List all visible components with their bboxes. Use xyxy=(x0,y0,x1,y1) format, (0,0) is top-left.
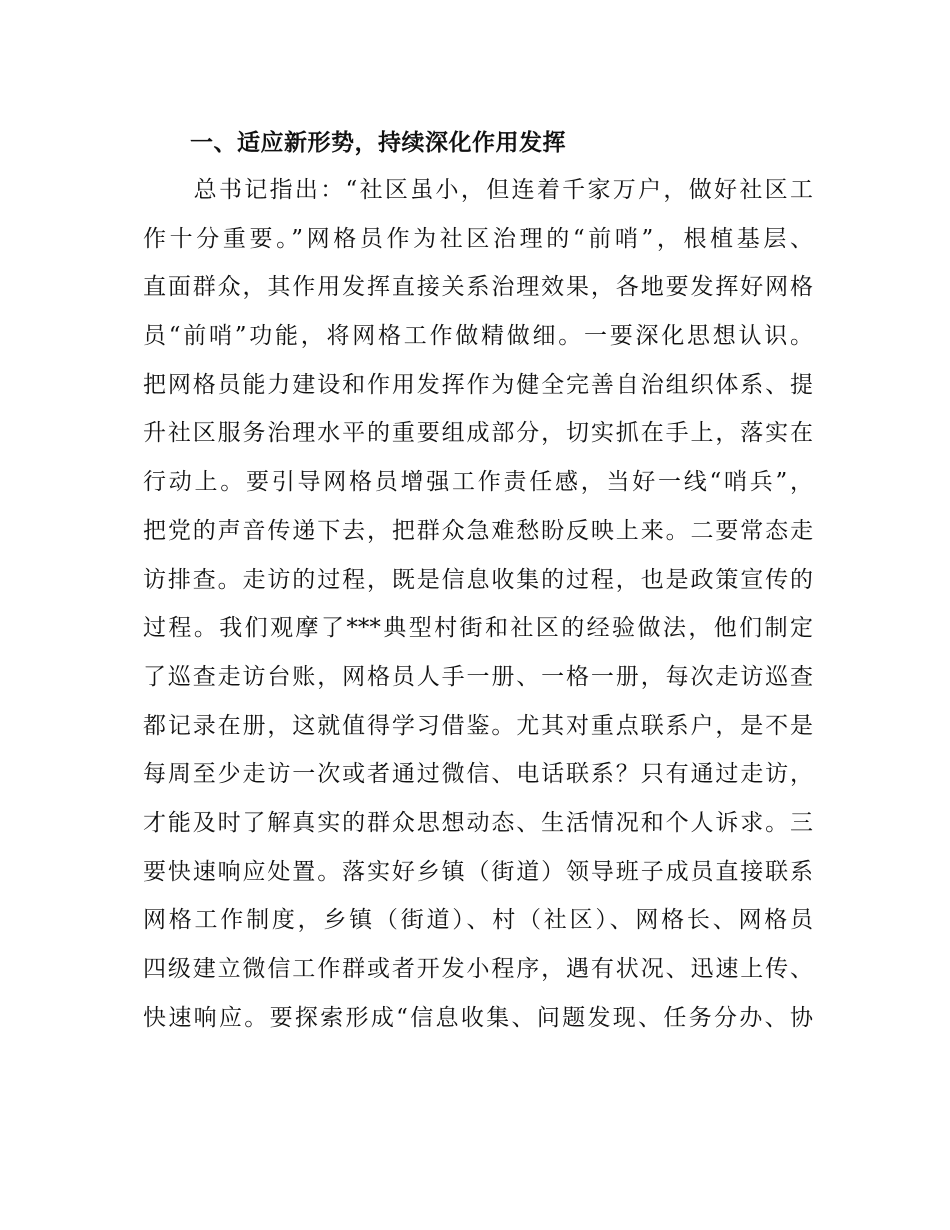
text-line-7: 行动上。要引导网格员增强工作责任感，当好一线“哨兵”， xyxy=(143,469,813,496)
body-paragraph xyxy=(143,166,813,1042)
section-heading: 一、适应新形势，持续深化作用发挥 xyxy=(190,130,566,156)
text-line-3: 直面群众，其作用发挥直接关系治理效果，各地要发挥好网格 xyxy=(143,274,813,301)
text-line-12: 都记录在册，这就值得学习借鉴。尤其对重点联系户，是不是 xyxy=(143,712,813,739)
text-line-13: 每周至少走访一次或者通过微信、电话联系？只有通过走访， xyxy=(143,761,813,788)
text-line-10: 过程。我们观摩了***典型村街和社区的经验做法，他们制定 xyxy=(143,615,813,642)
text-line-18: 快速响应。要探索形成“信息收集、问题发现、任务分办、协 xyxy=(143,1004,813,1031)
text-line-17: 四级建立微信工作群或者开发小程序，遇有状况、迅速上传、 xyxy=(143,956,813,982)
text-line-5: 把网格员能力建设和作用发挥作为健全完善自治组织体系、提 xyxy=(143,371,813,398)
text-line-1: 总书记指出：“社区虽小，但连着千家万户，做好社区工 xyxy=(143,177,813,203)
text-line-16: 网格工作制度，乡镇（街道）、村（社区）、网格长、网格员 xyxy=(143,907,813,934)
text-line-14: 才能及时了解真实的群众思想动态、生活情况和个人诉求。三 xyxy=(143,809,813,836)
text-line-8: 把党的声音传递下去，把群众急难愁盼反映上来。二要常态走 xyxy=(143,517,813,544)
text-line-11: 了巡查走访台账，网格员人手一册、一格一册，每次走访巡查 xyxy=(143,663,813,690)
text-line-2: 作十分重要。”网格员作为社区治理的“前哨”，根植基层、 xyxy=(143,225,813,252)
text-line-9: 访排查。走访的过程，既是信息收集的过程，也是政策宣传的 xyxy=(143,566,813,593)
text-line-4: 员“前哨”功能，将网格工作做精做细。一要深化思想认识。 xyxy=(143,323,813,350)
text-line-6: 升社区服务治理水平的重要组成部分，切实抓在手上，落实在 xyxy=(143,420,813,447)
text-line-15: 要快速响应处置。落实好乡镇（街道）领导班子成员直接联系 xyxy=(143,858,813,885)
